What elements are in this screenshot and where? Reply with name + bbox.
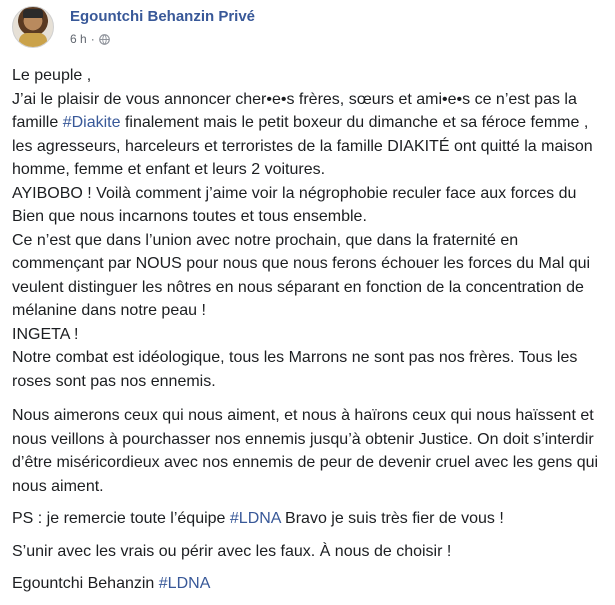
announcement-text-a: J’ai le plaisir de vous annoncer cher•e•s frères, sœurs et ami•e•s ce n’est pas la famille [12, 90, 577, 131]
greeting: Le peuple , [12, 67, 92, 84]
post-body [12, 64, 606, 605]
ps-text-a: PS : je remercie toute l’équipe [12, 510, 230, 527]
post-header [12, 6, 255, 48]
avatar-body [19, 33, 47, 48]
combat-text: Notre combat est idéologique, tous les Marrons ne sont pas nos frères. Tous les roses sont pas nos ennemis. [12, 349, 578, 390]
post-paragraph-1 [12, 64, 606, 393]
ps-text-b: Bravo je suis très fier de vous ! [280, 510, 504, 527]
hashtag-ldna-signature-link[interactable]: #LDNA [158, 575, 211, 592]
signature-name: Egountchi Behanzin [12, 575, 159, 592]
avatar-hat [23, 9, 43, 18]
separator-dot: · [90, 32, 95, 46]
hashtag-diakite-link[interactable]: #Diakite [62, 114, 121, 131]
hashtag-ldna-link[interactable]: #LDNA [229, 510, 281, 527]
post-paragraph-3 [12, 507, 606, 531]
timestamp-link[interactable]: 6 h [70, 32, 87, 46]
post-timeline [70, 32, 255, 46]
post-paragraph-2: Nous aimerons ceux qui nous aiment, et nous à haïrons ceux qui nous haïssent et nous veillons à pourchasser nos ennemis jusqu’à obtenir Justice. On doit s’interdir d’être miséricordieux avec nos ennemis de peur de devenir cruel avec les gens qui nous aiment. [12, 407, 599, 495]
post-paragraph-5 [12, 572, 606, 596]
avatar[interactable] [12, 6, 54, 48]
author-name-link[interactable]: Egountchi Behanzin Privé [70, 8, 256, 25]
union-text: Ce n’est que dans l’union avec notre prochain, que dans la fraternité en commençant par NOUS pour nous que nous ferons échouer les forces du Mal qui veulent distinguer les nôtres en nous séparant en fonction de la concentration de mélanine dans notre peau ! [12, 231, 591, 319]
globe-icon[interactable] [99, 34, 110, 45]
ayibobo-text: AYIBOBO ! Voilà comment j’aime voir la négrophobie reculer face aux forces du Bien que nous incarnons toutes et tous ensemble. [12, 184, 577, 225]
post-meta [70, 8, 255, 46]
ingeta-text: INGETA ! [12, 325, 79, 343]
announcement-text-b: finalement mais le petit boxeur du dimanche et sa féroce femme , les agresseurs, harceleurs et terroristes de la famille DIAKITÉ ont quitté la maison homme, femme et enfant et leurs 2 voitures. [12, 114, 593, 178]
post-paragraph-4: S’unir avec les vrais ou périr avec les faux. À nous de choisir ! [12, 542, 452, 560]
